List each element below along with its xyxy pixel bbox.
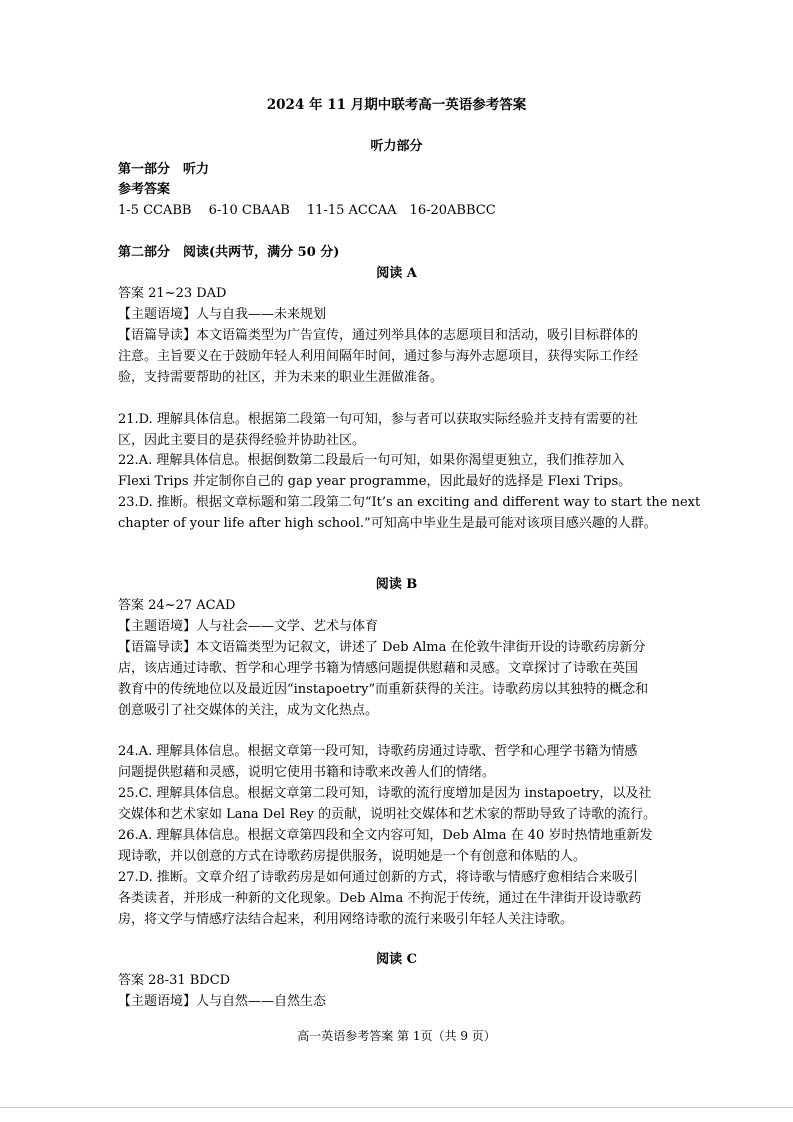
reading-a-guide-line: 验，支持需要帮助的社区，并为未来的职业生涯做准备。 [118,370,444,385]
document-title: 2024 年 11 月期中联考高一英语参考答案 [266,97,527,113]
reading-b-guide-line: 店，该店通过诗歌、哲学和心理学书籍为情感问题提供慰藉和灵感。文章探讨了诗歌在英国 [118,661,639,676]
reading-b-guide-line: 教育中的传统地位以及最近因“instapoetry”而重新获得的关注。诗歌药房以其独特的概念和 [118,682,649,697]
reading-b-explanation-line: 现诗歌，并以创意的方式在诗歌药房提供服务，说明她是一个有创意和体贴的人。 [118,849,587,864]
reading-a-guide-line: 【语篇导读】本文语篇类型为广告宣传，通过列举具体的志愿项目和活动，吸引目标群体的 [118,328,639,343]
reading-b-heading: 阅读 B [375,577,418,592]
reading-a-theme: 【主题语境】人与自我——未来规划 [118,307,327,322]
reading-a-explanation-line: chapter of your life after high school.”可知高中毕业生是最可能对该项目感兴趣的人群。 [118,516,657,531]
reading-b-guide-line: 【语篇导读】本文语篇类型为记叙文，讲述了 Deb Alma 在伦敦牛津街开设的诗歌药房新分 [118,640,646,655]
reading-b-explanation-line: 26.A. 理解具体信息。根据文章第四段和全文内容可知，Deb Alma 在 40 岁时热情地重新发 [118,828,653,843]
listening-answer-label: 参考答案 [118,182,171,197]
reading-a-answer: 答案 21~23 DAD [118,286,227,301]
bottom-divider [0,1107,793,1108]
reading-b-guide-line: 创意吸引了社交媒体的关注，成为文化热点。 [118,703,379,718]
listening-part-title: 第一部分 听力 [118,162,210,177]
reading-c-theme: 【主题语境】人与自然——自然生态 [118,994,327,1009]
listening-heading: 听力部分 [370,139,423,154]
reading-b-answer: 答案 24~27 ACAD [118,598,236,613]
reading-a-explanation-line: 23.D. 推断。根据文章标题和第二段第二句“It’s an exciting and different way to start the next [118,495,701,510]
reading-a-explanation-line: 区，因此主要目的是获得经验并协助社区。 [118,433,366,448]
reading-b-explanation-line: 27.D. 推断。文章介绍了诗歌药房是如何通过创新的方式，将诗歌与情感疗愈相结合来吸引 [118,870,638,885]
reading-part-title: 第二部分 阅读(共两节，满分 50 分) [118,245,340,260]
reading-a-heading: 阅读 A [376,266,417,281]
reading-c-heading: 阅读 C [376,952,417,967]
listening-answers: 1-5 CCABB 6-10 CBAAB 11-15 ACCAA 16-20ABBCC [118,203,496,218]
reading-a-explanation-line: 21.D. 理解具体信息。根据第二段第一句可知，参与者可以获取实际经验并支持有需要的社 [118,412,638,427]
reading-c-answer: 答案 28-31 BDCD [118,973,231,988]
reading-b-theme: 【主题语境】人与社会——文学、艺术与体育 [118,619,379,634]
reading-b-explanation-line: 25.C. 理解具体信息。根据文章第二段可知，诗歌的流行度增加是因为 instapoetry，以及社 [118,786,652,801]
reading-b-explanation-line: 房，将文学与情感疗法结合起来，利用网络诗歌的流行来吸引年轻人关注诗歌。 [118,912,574,927]
reading-b-explanation-line: 交媒体和艺术家如 Lana Del Rey 的贡献，说明社交媒体和艺术家的帮助导致了诗歌的流行。 [118,807,657,822]
reading-b-explanation-line: 各类读者，并形成一种新的文化现象。Deb Alma 不拘泥于传统，通过在牛津街开设诗歌药 [118,891,642,906]
reading-a-explanation-line: Flexi Trips 并定制你自己的 gap year programme，因此最好的选择是 Flexi Trips。 [118,474,632,489]
reading-a-guide-line: 注意。主旨要义在于鼓励年轻人利用间隔年时间，通过参与海外志愿项目，获得实际工作经 [118,349,639,364]
reading-a-explanation-line: 22.A. 理解具体信息。根据倒数第二段最后一句可知，如果你渴望更独立，我们推荐加入 [118,453,625,468]
reading-b-explanation-line: 24.A. 理解具体信息。根据文章第一段可知，诗歌药房通过诗歌、哲学和心理学书籍为情感 [118,744,638,759]
page-footer: 高一英语参考答案 第 1页（共 9 页） [297,1029,496,1043]
reading-b-explanation-line: 问题提供慰藉和灵感，说明它使用书籍和诗歌来改善人们的情绪。 [118,765,496,780]
